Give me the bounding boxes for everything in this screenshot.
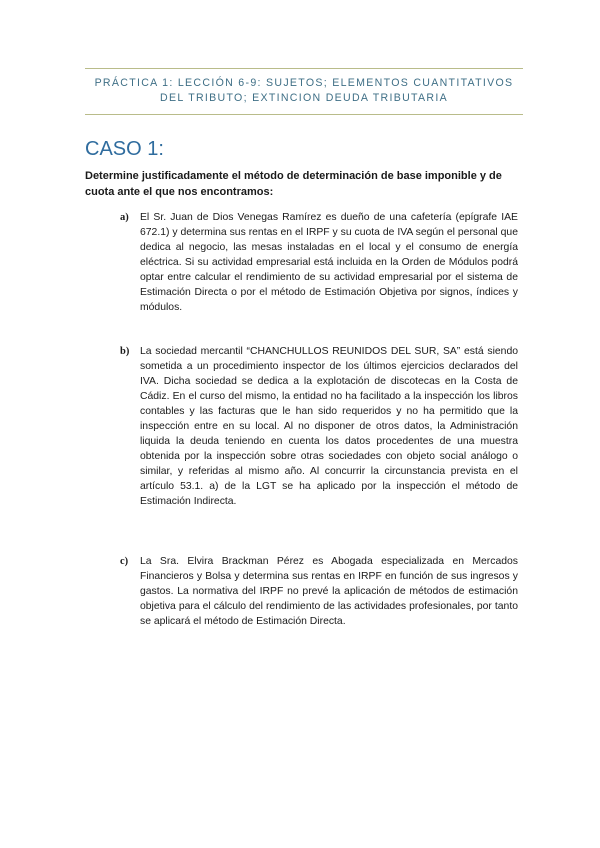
header-bottom-rule [85, 114, 523, 115]
case-title: CASO 1: [85, 138, 164, 160]
list-item-label: b) [120, 346, 130, 357]
list-item-label: a) [120, 212, 129, 223]
list-item-b [120, 344, 518, 509]
header-line-1: PRÁCTICA 1: LECCIÓN 6-9: SUJETOS; ELEMENTOS CUANTITATIVOS [94, 77, 514, 89]
list-item-text: La Sra. Elvira Brackman Pérez es Abogada especializada en Mercados Financieros y Bolsa y determina sus rentas en IRPF en función de sus ingresos y gastos. La normativa del IRPF no prevé la aplicación de métodos de estimación objetiva para el cálculo del rendimiento de las actividades profesionales, por tanto se aplicará el método de Estimación Directa. [140, 556, 518, 627]
header-top-rule [85, 68, 523, 69]
list-item-a [120, 210, 518, 315]
page-header [85, 76, 523, 106]
header-line-2: DEL TRIBUTO; EXTINCION DEUDA TRIBUTARIA [160, 92, 448, 104]
list-item-c [120, 554, 518, 629]
list-item-label: c) [120, 556, 129, 567]
list-item-text: La sociedad mercantil “CHANCHULLOS REUNIDOS DEL SUR, SA” está siendo sometida a un procedimiento inspector de los últimos ejercicios declarados del IVA. Dicha sociedad se dedica a la explotación de discotecas en la Costa de Cádiz. En el curso del mismo, la entidad no ha facilitado a la inspección los libros contables y las facturas que le han sido requeridos y no ha permitido que la inspección entre en su local. Al no disponer de otros datos, la Administración liquida la deuda teniendo en cuenta los datos procedentes de una muestra obtenida por la inspección sobre otras sociedades con objeto social análogo o similar, y referidas al mismo año. Al concurrir la circunstancia prevista en el artículo 53.1. a) de la LGT se ha aplicado por la inspección el método de Estimación Indirecta. [140, 346, 518, 507]
list-item-text: El Sr. Juan de Dios Venegas Ramírez es dueño de una cafetería (epígrafe IAE 672.1) y determina sus rentas en el IRPF y su cuota de IVA según el personal que dedica al negocio, las mesas instaladas en el local y el consumo de energía eléctrica. Si su actividad empresarial está incluida en la Orden de Módulos podrá optar entre calcular el rendimiento de su actividad empresarial por el sistema de Estimación Directa o por el método de Estimación Objetiva por signos, índices y módulos. [140, 212, 518, 313]
case-instructions: Determine justificadamente el método de determinación de base imponible y de cuota ante el que nos encontramos: [85, 170, 502, 198]
